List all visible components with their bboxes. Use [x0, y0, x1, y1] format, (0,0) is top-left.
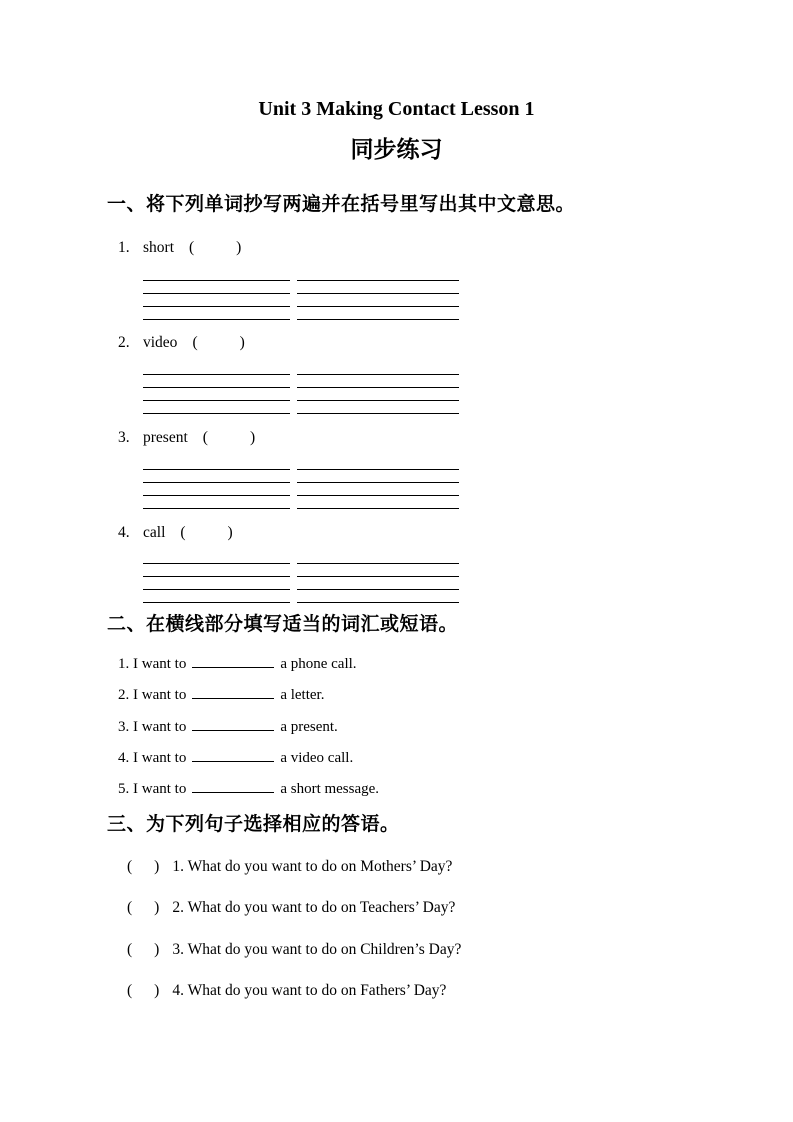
write-line	[297, 281, 459, 294]
copy-lines-call	[143, 551, 459, 603]
write-line	[143, 307, 290, 320]
fill-item-2	[118, 685, 324, 705]
write-line	[297, 362, 459, 375]
sentence-suffix: a short message.	[280, 781, 380, 797]
sentence-prefix: 1. I want to	[118, 656, 187, 672]
fill-item-4	[118, 748, 353, 768]
sentence-prefix: 2. I want to	[118, 687, 187, 703]
write-line	[143, 375, 290, 388]
write-line-row	[143, 470, 459, 483]
write-line	[297, 483, 459, 496]
question-text: 2. What do you want to do on Teachers’ Day?	[172, 899, 456, 916]
paren-close: )	[227, 524, 233, 541]
write-line-row	[143, 375, 459, 388]
paren-close: )	[154, 858, 160, 875]
write-line-row	[143, 307, 459, 320]
paren-open: (	[127, 858, 133, 875]
fill-blank	[192, 779, 274, 793]
copy-lines-short	[143, 268, 459, 320]
fill-blank	[192, 685, 274, 699]
item-number: 1.	[118, 239, 130, 256]
write-line	[297, 307, 459, 320]
word-item-call	[118, 523, 233, 542]
write-line-row	[143, 496, 459, 509]
write-line-row	[143, 483, 459, 496]
write-line-row	[143, 268, 459, 281]
write-line	[297, 375, 459, 388]
word-item-video	[118, 333, 245, 352]
section-two-heading: 二、在横线部分填写适当的词汇或短语。	[107, 614, 459, 635]
paren-close: )	[249, 429, 256, 446]
word-item-present	[118, 428, 255, 447]
write-line	[143, 294, 290, 307]
sentence-suffix: a phone call.	[280, 656, 357, 672]
question-text: 4. What do you want to do on Fathers’ Day?	[172, 982, 447, 999]
write-line-row	[143, 401, 459, 414]
write-line-row	[143, 457, 459, 470]
sentence-suffix: a letter.	[280, 687, 325, 703]
write-line	[143, 483, 290, 496]
copy-lines-present	[143, 457, 459, 509]
fill-blank	[192, 717, 274, 731]
write-line-row	[143, 294, 459, 307]
fill-item-3	[118, 717, 338, 737]
paren-close: )	[154, 941, 160, 958]
sentence-prefix: 5. I want to	[118, 781, 187, 797]
word-item-short	[118, 238, 241, 257]
write-line	[143, 564, 290, 577]
write-line	[297, 268, 459, 281]
paren-close: )	[154, 982, 160, 999]
paren-open: (	[189, 239, 195, 256]
write-line-row	[143, 564, 459, 577]
write-line	[143, 590, 290, 603]
paren-open: (	[180, 524, 186, 541]
write-line	[297, 551, 459, 564]
paren-open: (	[202, 429, 208, 446]
write-line	[297, 496, 459, 509]
item-number: 3.	[118, 429, 130, 446]
sentence-suffix: a video call.	[280, 750, 354, 766]
fill-blank	[192, 748, 274, 762]
write-line	[143, 362, 290, 375]
write-line	[297, 401, 459, 414]
paren-open: (	[127, 941, 133, 958]
copy-lines-video	[143, 362, 459, 414]
paren-open: (	[127, 899, 133, 916]
item-number: 4.	[118, 524, 130, 541]
write-line	[297, 294, 459, 307]
write-line	[143, 268, 290, 281]
write-line	[143, 496, 290, 509]
sentence-suffix: a present.	[280, 719, 338, 735]
write-line	[297, 457, 459, 470]
write-line	[297, 577, 459, 590]
write-line	[143, 401, 290, 414]
page-subtitle: 同步练习	[350, 136, 443, 162]
choice-item-4	[127, 981, 446, 1000]
write-line	[143, 470, 290, 483]
item-number: 2.	[118, 334, 130, 351]
item-word: short	[143, 239, 174, 256]
write-line	[143, 388, 290, 401]
choice-item-2	[127, 898, 455, 917]
write-line-row	[143, 551, 459, 564]
question-text: 1. What do you want to do on Mothers’ Day?	[172, 858, 453, 875]
fill-item-5	[118, 779, 379, 799]
write-line	[143, 551, 290, 564]
write-line	[143, 281, 290, 294]
paren-close: )	[239, 334, 245, 351]
item-word: present	[143, 429, 188, 446]
choice-item-3	[127, 940, 461, 959]
choice-item-1	[127, 857, 452, 876]
write-line	[297, 470, 459, 483]
paren-open: (	[192, 334, 198, 351]
write-line	[297, 590, 459, 603]
paren-close: )	[236, 239, 242, 256]
sentence-prefix: 4. I want to	[118, 750, 187, 766]
item-word: video	[143, 334, 178, 351]
item-word: call	[143, 524, 166, 541]
write-line-row	[143, 590, 459, 603]
sentence-prefix: 3. I want to	[118, 719, 187, 735]
page-title: Unit 3 Making Contact Lesson 1	[258, 98, 535, 120]
write-line-row	[143, 388, 459, 401]
write-line	[143, 577, 290, 590]
write-line-row	[143, 281, 459, 294]
write-line	[297, 388, 459, 401]
write-line-row	[143, 362, 459, 375]
paren-close: )	[154, 899, 160, 916]
fill-blank	[192, 654, 274, 668]
fill-item-1	[118, 654, 357, 674]
write-line-row	[143, 577, 459, 590]
paren-open: (	[127, 982, 133, 999]
question-text: 3. What do you want to do on Children’s Day?	[172, 941, 462, 958]
write-line	[143, 457, 290, 470]
write-line	[297, 564, 459, 577]
section-one-heading: 一、将下列单词抄写两遍并在括号里写出其中文意思。	[107, 194, 576, 215]
section-three-heading: 三、为下列句子选择相应的答语。	[107, 814, 400, 835]
